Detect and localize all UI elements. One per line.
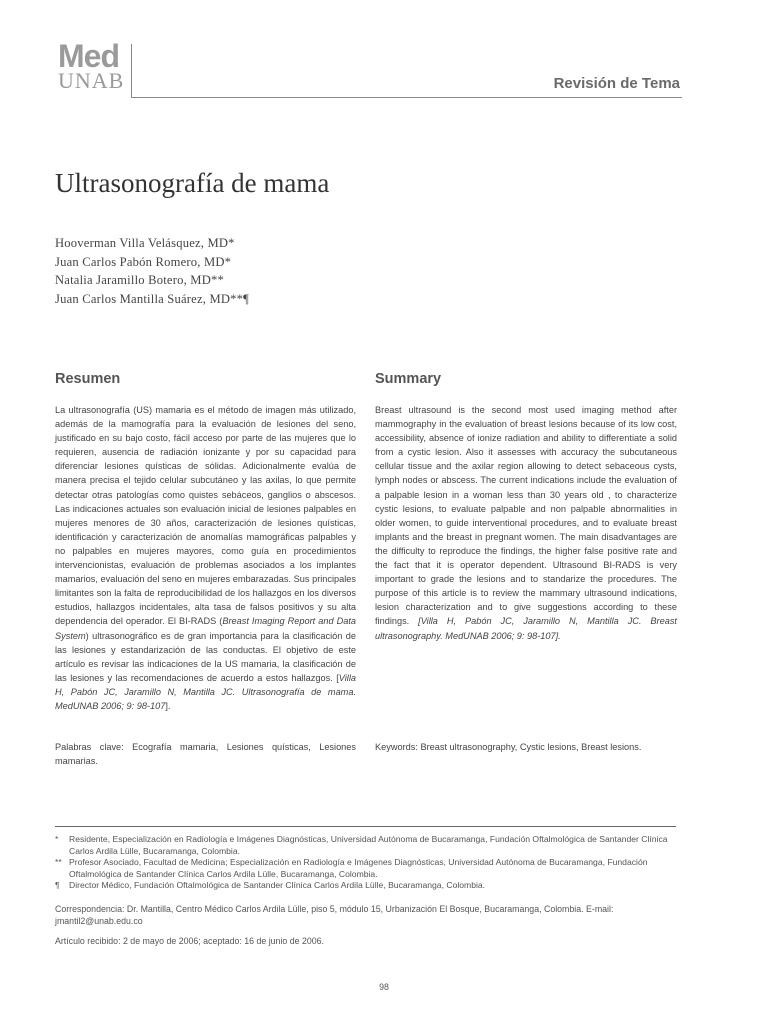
- header-horizontal-rule: [131, 97, 682, 98]
- logo-unab: UNAB: [58, 68, 125, 93]
- footnote: [55, 857, 679, 880]
- resumen-citation: Villa H, Pabón JC, Jaramillo N, Mantilla JC. Ultrasonografía de mama. MedUNAB 2006; 9: 98-107: [55, 672, 356, 711]
- summary-text: Breast ultrasound is the second most used imaging method after mammography in the evaluation of breast lesions because of its low cost, accessibility, absence of ionize radiation and ability to differentiate a solid from a cystic lesion. Also it assesses with accuracy the subcutaneous cellular tissue and the axilar region allowing to detect sebaceous cysts, lymph nodes or abscess. The current indications include the evaluation of a palpable lesion in a woman less than 30 years old , to characterize cystic lesions, to evaluate palpable and non palpable abnormalities in older women, to guide interventional procedures, and to evaluate breast implants and the breast in pregnant women. The main disadvantages are the difficulty to reproduce the findings, the higher false positive rate and the fact that it is operator dependent. Ultrasound BI-RADS is very important to grade the lesions and to standarize the procedures. The purpose of this article is to review the mammary ultrasound indications, lesion characterization and to give suggestions according to these findings.: [375, 405, 677, 627]
- logo-med: Med: [58, 38, 119, 74]
- resumen-text-3: ].: [165, 700, 171, 711]
- footnote: [55, 834, 679, 857]
- resumen-text-2: ) ultrasonográfico es de gran importancia para la clasificación de las lesiones y estandarización de las conductas. El objetivo de este artículo es revisar las indicaciones de la US mamaria, la clasificación de las lesiones y las recomendaciones de acuerdo a estos hallazgos. [: [55, 630, 356, 683]
- footnote-mark: *: [55, 834, 59, 844]
- summary-body: [375, 403, 677, 643]
- author-list: [55, 234, 249, 308]
- resumen-text: La ultrasonografía (US) mamaria es el método de imagen más utilizado, además de la mamografía para la evaluación de lesiones del seno, justificado en su bajo costo, fácil acceso por parte de las mujeres que lo requieren, ausencia de radiación ionizante y por su capacidad para diferenciar lesiones quísticas de sólidas. Adicionalmente evalúa de manera precisa el tejido celular subcutáneo y las axilas, lo que permite detectar otras patologías como quistes sebáceos, ganglios o abscesos. Las indicaciones actuales son evaluación inicial de lesiones palpables en mujeres menores de 30 años, caracterización de lesiones quísticas, identificación y caracterización de anomalías mamográficas palpables y no palpables en mujeres mayores, como guía en procedimientos intervencionistas, evaluación de problemas asociados a los implantes mamarios, evaluación del seno en mujeres embarazadas. Sus principales limitantes son la falta de reproducibilidad de los hallazgos en los diversos estudios, hallazgos incidentales, alta tasa de falsos positivos y su alta dependencia del operador. El BI-RADS (: [55, 405, 356, 627]
- author-name: Juan Carlos Pabón Romero, MD*: [55, 254, 232, 269]
- resumen-keywords: Palabras clave: Ecografía mamaria, Lesiones quísticas, Lesiones mamarias.: [55, 742, 356, 766]
- footnote-text: Director Médico, Fundación Oftalmológica de Santander Clínica Carlos Ardila Lülle, Bucaramanga, Colombia.: [69, 880, 486, 891]
- author-name: Juan Carlos Mantilla Suárez, MD**¶: [55, 291, 250, 306]
- correspondence: Correspondencia: Dr. Mantilla, Centro Médico Carlos Ardila Lülle, piso 5, módulo 15, Urbanización El Bosque, Bucaramanga, Colombia. E-mail: jmantil2@unab.edu.co: [55, 904, 614, 926]
- footnote-text: Residente, Especialización en Radiología e Imágenes Diagnósticas, Universidad Autónoma de Bucaramanga, Fundación Oftalmológica de Santander Clínica Carlos Ardila Lülle, Bucaramanga, Colombia.: [69, 834, 668, 856]
- header-vertical-rule: [131, 44, 132, 98]
- summary-keywords: Keywords: Breast ultrasonography, Cystic lesions, Breast lesions.: [375, 742, 642, 752]
- footnote-mark: **: [55, 857, 62, 868]
- birads-term: Breast Imaging Report and Data System: [55, 616, 357, 641]
- received-dates: Artículo recibido: 2 de mayo de 2006; aceptado: 16 de junio de 2006.: [55, 936, 324, 946]
- footnote: [55, 880, 679, 892]
- section-label: Revisión de Tema: [553, 75, 680, 92]
- footnote-text: Profesor Asociado, Facultad de Medicina; Especialización en Radiología e Imágenes Diagnósticas, Universidad Autónoma de Bucaramanga, Fundación Oftalmológica de Santander Clínica Carlos Ardila Lülle, Bucaramanga, Colombia.: [69, 857, 648, 879]
- summary-citation: [Villa H, Pabón JC, Jaramillo N, Mantilla JC. Breast ultrasonography. MedUNAB 2006; 9: 98-107].: [375, 616, 677, 641]
- author-name: Hooverman Villa Velásquez, MD*: [55, 236, 235, 250]
- footnote-mark: ¶: [55, 880, 60, 891]
- author-name: Natalia Jaramillo Botero, MD**: [55, 273, 224, 287]
- footnotes: [55, 834, 679, 892]
- summary-heading: Summary: [375, 371, 442, 387]
- resumen-body: [55, 403, 356, 713]
- article-title: Ultrasonografía de mama: [55, 168, 330, 198]
- journal-logo: [58, 40, 124, 92]
- footnote-rule: [55, 826, 676, 827]
- page-number: 98: [379, 982, 389, 992]
- resumen-heading: Resumen: [55, 371, 121, 387]
